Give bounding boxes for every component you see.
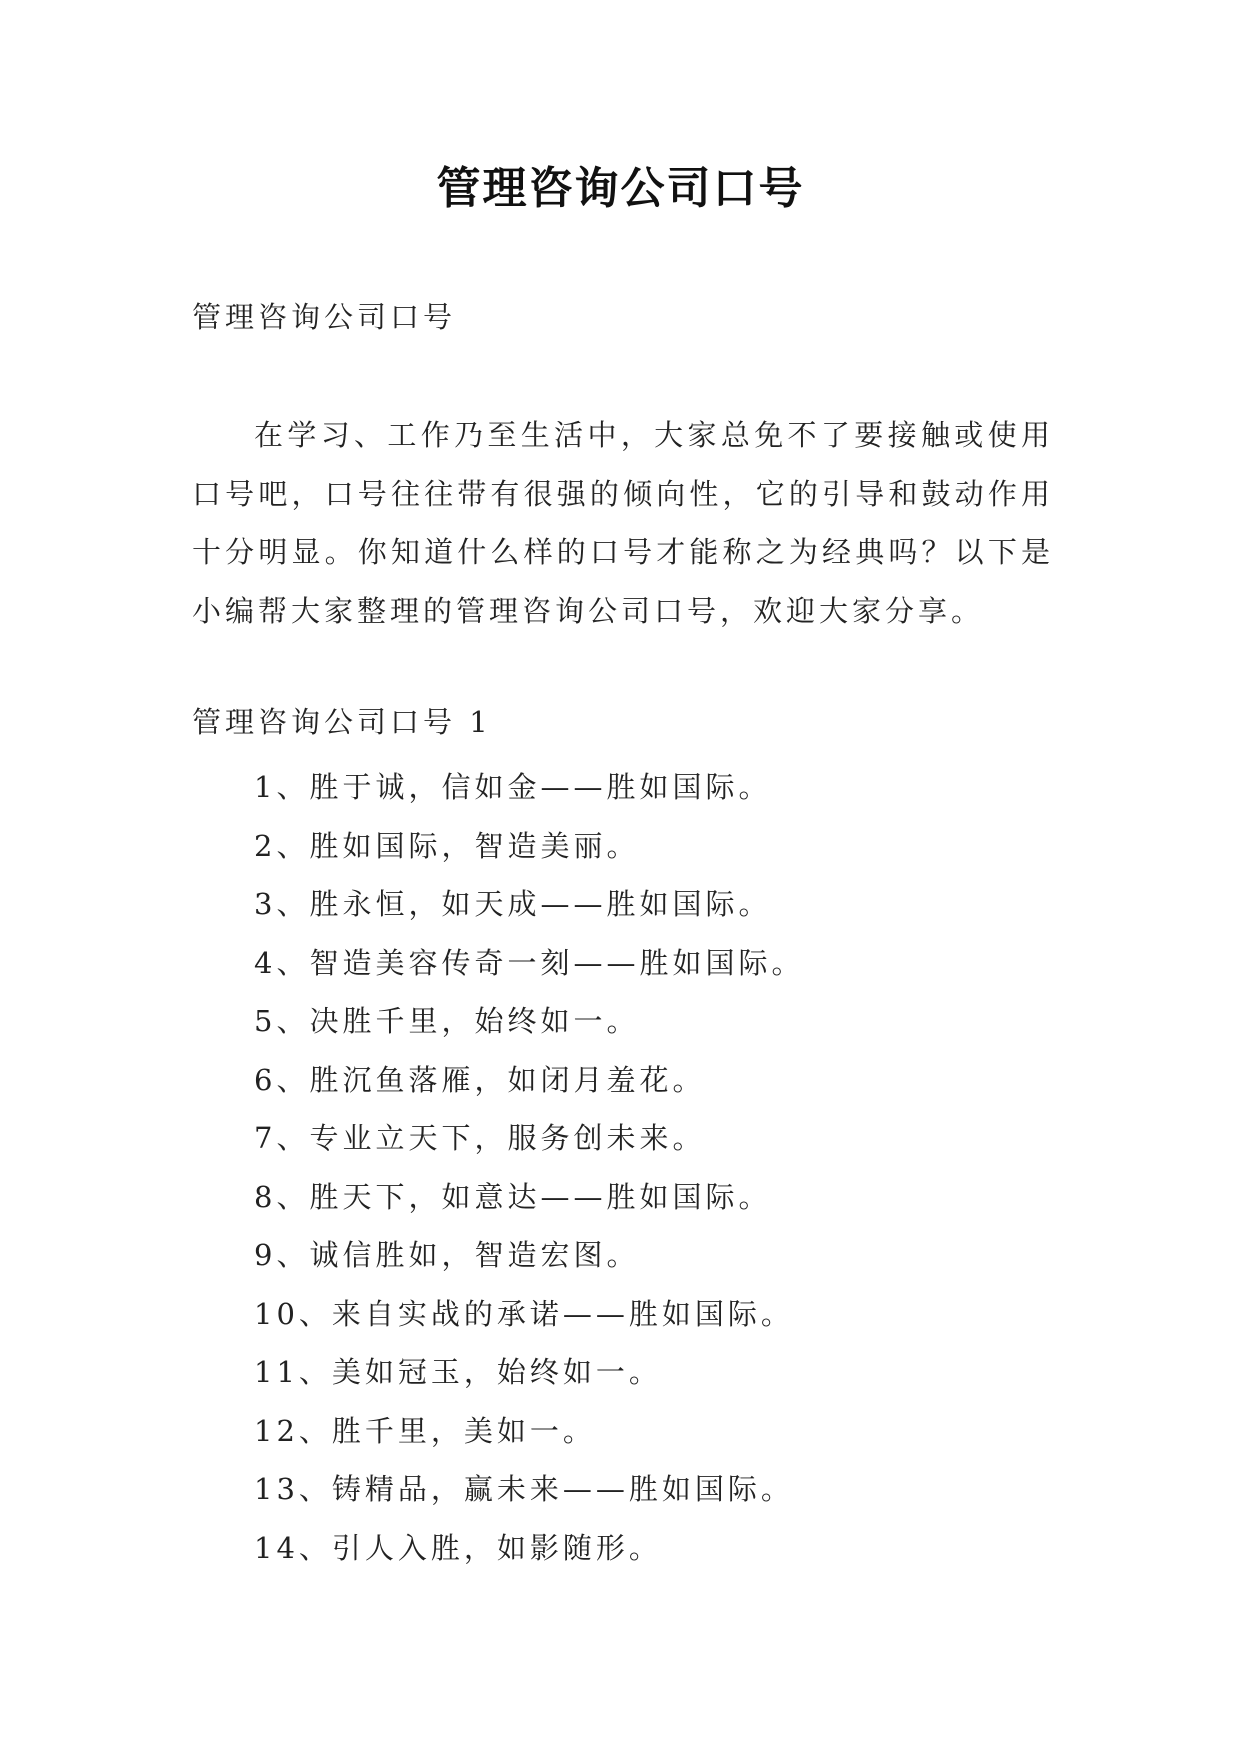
document-subtitle: 管理咨询公司口号 (192, 300, 457, 334)
slogan-item: 9、诚信胜如，智造宏图。 (254, 1238, 640, 1272)
slogan-item: 14、引人入胜，如影随形。 (254, 1530, 662, 1565)
intro-paragraph: 在学习、工作乃至生活中，大家总免不了要接触或使用口号吧，口号往往带有很强的倾向性，它的引导和鼓动作用十分明显。你知道什么样的口号才能称之为经典吗？以下是小编帮大家整理的管理咨询公司口号，欢迎大家分享。 (192, 418, 1054, 628)
slogan-item: 10、来自实战的承诺——胜如国际。 (254, 1296, 794, 1331)
slogan-item: 4、智造美容传奇一刻——胜如国际。 (254, 945, 805, 980)
page-title: 管理咨询公司口号 (436, 163, 805, 214)
slogan-item: 6、胜沉鱼落雁，如闭月羞花。 (254, 1062, 706, 1097)
slogan-item: 8、胜天下，如意达——胜如国际。 (254, 1179, 772, 1214)
slogan-item: 11、美如冠玉，始终如一。 (254, 1355, 662, 1389)
slogan-item: 2、胜如国际，智造美丽。 (254, 828, 640, 863)
slogan-item: 12、胜千里，美如一。 (254, 1413, 596, 1448)
slogan-item: 3、胜永恒，如天成——胜如国际。 (254, 887, 772, 921)
slogan-item: 1、胜于诚，信如金——胜如国际。 (254, 770, 772, 804)
section-heading: 管理咨询公司口号 1 (192, 705, 492, 739)
slogan-item: 13、铸精品，赢未来——胜如国际。 (254, 1472, 794, 1506)
slogan-item: 7、专业立天下，服务创未来。 (254, 1121, 706, 1155)
slogan-item: 5、决胜千里，始终如一。 (254, 1004, 640, 1038)
slogan-list (254, 758, 804, 1577)
